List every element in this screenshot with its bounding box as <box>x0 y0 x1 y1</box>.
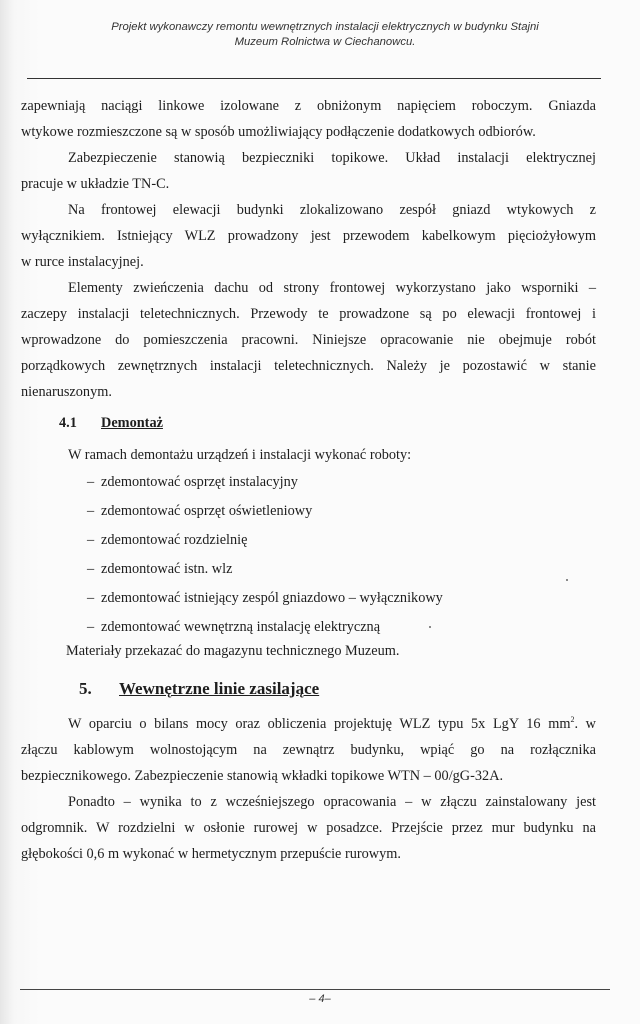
closing-sentence: Materiały przekazać do magazynu technicznego Muzeum. <box>66 643 400 659</box>
page-number: – 4– <box>309 993 331 1005</box>
text-line: zapewniają naciągi linkowe izolowane z obniżonym napięciem roboczym. Gniazda <box>21 98 596 114</box>
list-item-text: zdemontować istniejący zespól gniazdowo – wyłącznikowy <box>101 590 443 606</box>
list-item-text: zdemontować osprzęt oświetleniowy <box>101 503 313 519</box>
section-intro: W ramach demontażu urządzeń i instalacji wykonać roboty: <box>68 447 412 463</box>
section-title: Demontaż <box>101 415 163 431</box>
footer-rule <box>20 989 610 990</box>
text-line <box>21 711 596 737</box>
text-line: wprowadzone do pomieszczenia pracowni. Niniejsze opracowanie nie obejmuje robót <box>21 332 596 348</box>
text-line: wyłącznikiem. Istniejący WLZ prowadzony jest przewodem kabelkowym pięciożyłowym <box>21 228 596 244</box>
text-line: zaczepy instalacji teletechnicznych. Przewody te prowadzone są po elewacji frontowej i <box>21 306 596 322</box>
header-line-1: Projekt wykonawczy remontu wewnętrznych instalacji elektrycznych w budynku Stajni <box>111 21 539 33</box>
text-line: w rurce instalacyjnej. <box>21 254 144 270</box>
list-item <box>87 584 443 613</box>
text-line: nienaruszonym. <box>21 384 112 400</box>
section-number: 4.1 <box>59 415 77 431</box>
list-item <box>87 526 443 555</box>
dash-bullet: – <box>87 619 95 635</box>
demolition-list <box>87 468 443 642</box>
dash-bullet: – <box>87 503 95 519</box>
superscript: 2 <box>570 715 575 725</box>
text-line: odgromnik. W rozdzielni w osłonie rurowej w posadzce. Przejście przez mur budynku na <box>21 820 596 836</box>
list-item <box>87 555 443 584</box>
text-segment: . w <box>574 716 596 732</box>
text-line: Zabezpieczenie stanowią bezpieczniki topikowe. Układ instalacji elektrycznej <box>68 150 596 166</box>
list-item-text: zdemontować wewnętrzną instalację elektryczną <box>101 619 381 635</box>
section-heading-4-1 <box>59 415 163 432</box>
scan-speck <box>429 626 431 628</box>
list-item-text: zdemontować rozdzielnię <box>101 532 248 548</box>
list-item <box>87 468 443 497</box>
text-line: wtykowe rozmieszczone są w sposób umożliwiający podłączenie dodatkowych odbiorów. <box>21 124 536 140</box>
section-heading-5 <box>79 679 319 699</box>
document-header <box>40 20 610 50</box>
text-line: złączu kablowym wolnostojącym na zewnątrz budynku, wpiąć go na rozłącznika <box>21 742 596 758</box>
text-line: bezpiecznikowego. Zabezpieczenie stanowią wkładki topikowe WTN – 00/gG-32A. <box>21 768 504 784</box>
header-rule <box>27 78 601 79</box>
dash-bullet: – <box>87 532 95 548</box>
list-item-text: zdemontować osprzęt instalacyjny <box>101 474 298 490</box>
intro-paragraphs <box>21 93 596 405</box>
dash-bullet: – <box>87 474 95 490</box>
dash-bullet: – <box>87 590 95 606</box>
section-number: 5. <box>79 679 92 698</box>
section-5-paragraphs <box>21 711 596 867</box>
text-line: głębokości 0,6 m wykonać w hermetycznym przepuście rurowym. <box>21 846 401 862</box>
dash-bullet: – <box>87 561 95 577</box>
text-line: porządkowych zewnętrznych instalacji teletechnicznych. Należy je pozostawić w stanie <box>21 358 596 374</box>
section-title: Wewnętrzne linie zasilające <box>119 679 320 698</box>
text-segment: W oparciu o bilans mocy oraz obliczenia projektuję WLZ typu 5x LgY 16 mm <box>68 716 571 732</box>
text-line: Ponadto – wynika to z wcześniejszego opracowania – w złączu zainstalowany jest <box>68 794 596 810</box>
text-line: pracuje w układzie TN-C. <box>21 176 170 192</box>
scan-speck <box>566 579 568 581</box>
text-line: Na frontowej elewacji budynki zlokalizowano zespół gniazd wtykowych z <box>68 202 596 218</box>
list-item <box>87 497 443 526</box>
text-line: Elementy zwieńczenia dachu od strony frontowej wykorzystano jako wsporniki – <box>68 280 596 296</box>
list-item-text: zdemontować istn. wlz <box>101 561 233 577</box>
header-line-2: Muzeum Rolnictwa w Ciechanowcu. <box>234 36 416 48</box>
